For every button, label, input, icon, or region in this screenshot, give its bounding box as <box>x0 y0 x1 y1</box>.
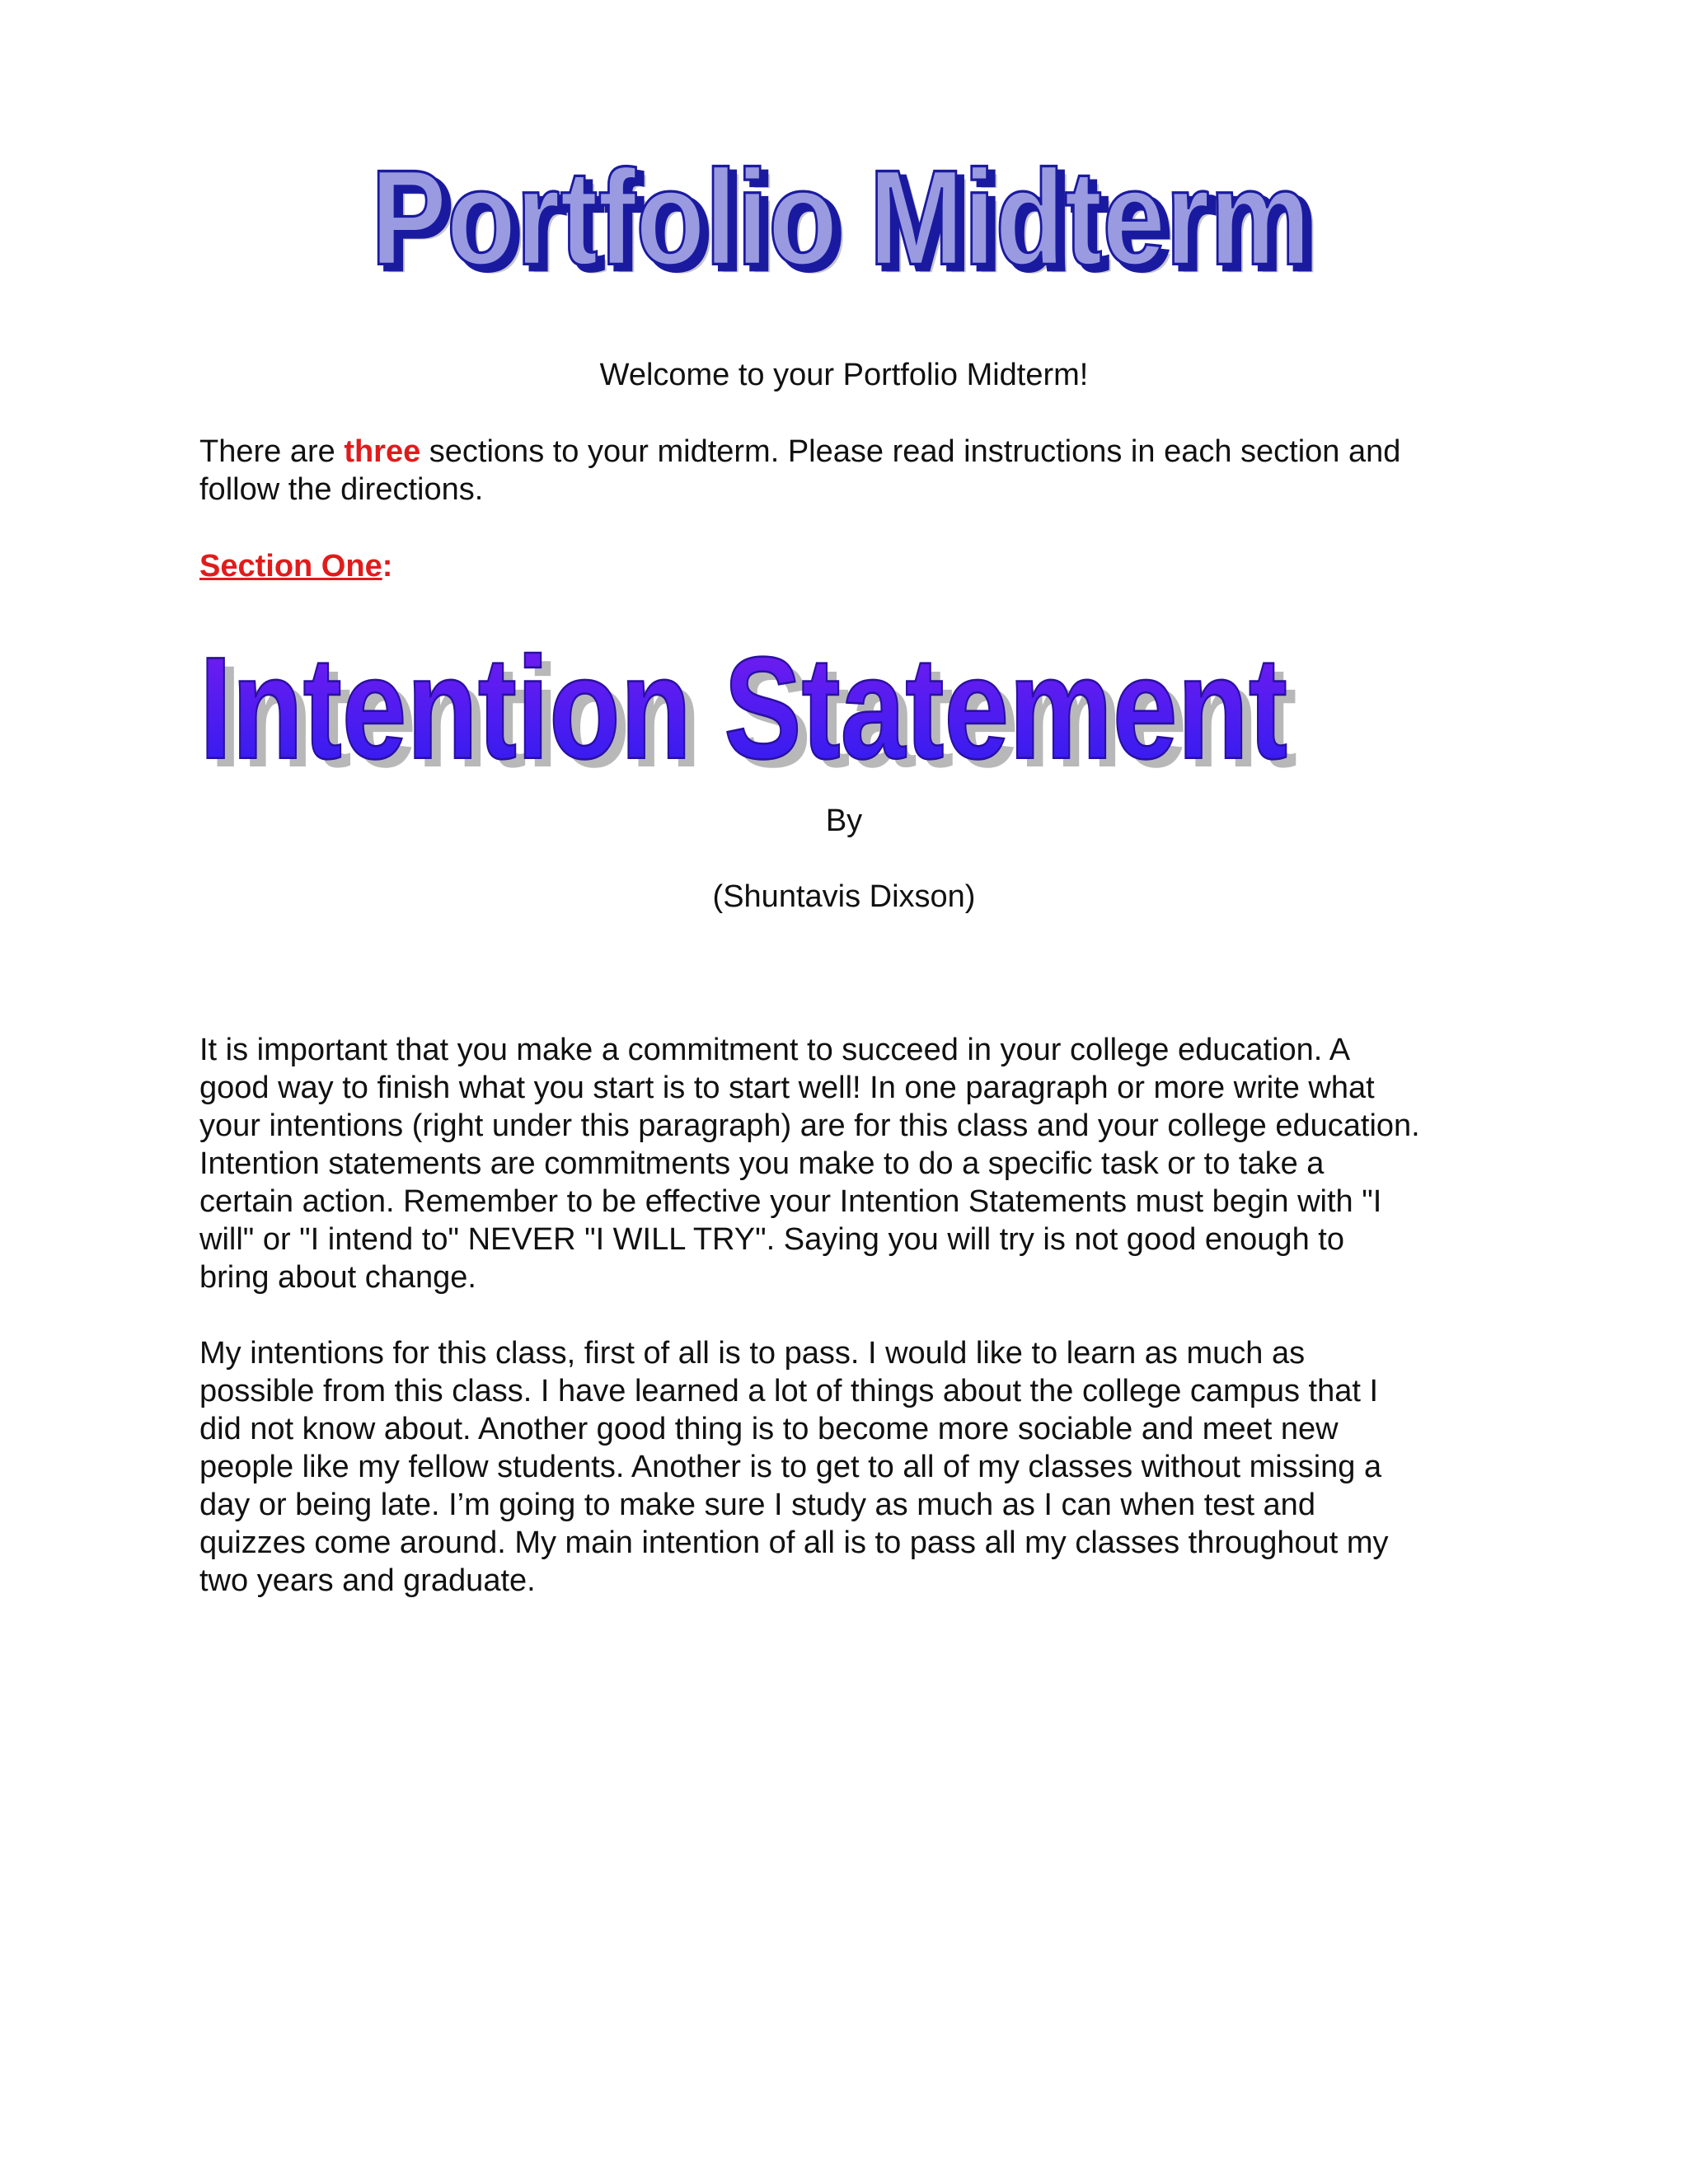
section-one-heading <box>199 547 392 585</box>
instructions-line: certain action. Remember to be effective your Intention Statements must begin with "I <box>199 1184 1382 1219</box>
sections-intro-suffix: sections to your midterm. Please read instructions in each section and <box>420 434 1401 469</box>
by-label: By <box>825 804 863 838</box>
response-line: possible from this class. I have learned a lot of things about the college campus that I <box>199 1374 1379 1408</box>
intention-wordart-shadow: Intention Statement <box>209 635 1297 780</box>
response-line: two years and graduate. <box>199 1563 536 1598</box>
response-line: did not know about. Another good thing is to become more sociable and meet new <box>199 1412 1339 1446</box>
instructions-line: good way to finish what you start is to start well! In one paragraph or more write what <box>199 1071 1375 1105</box>
sections-intro-line2: follow the directions. <box>199 472 484 507</box>
instructions-line: will" or "I intend to" NEVER "I WILL TRY". Saying you will try is not good enough to <box>199 1222 1344 1257</box>
response-line: day or being late. I’m going to make sure I study as much as I can when test and <box>199 1488 1315 1522</box>
intention-statement-wordart <box>198 615 1302 784</box>
response-line: My intentions for this class, first of all is to pass. I would like to learn as much as <box>199 1336 1306 1371</box>
sections-intro-line1 <box>199 433 1400 471</box>
author-name: (Shuntavis Dixson) <box>712 879 976 914</box>
intention-wordart-text: Intention Statement <box>199 626 1287 780</box>
title-wordart-text: Portfolio Midterm <box>371 141 1311 293</box>
instructions-line: Intention statements are commitments you make to do a specific task or to take a <box>199 1146 1325 1181</box>
instructions-line: It is important that you make a commitment to succeed in your college education. A <box>199 1033 1351 1067</box>
response-line: quizzes come around. My main intention of all is to pass all my classes throughout my <box>199 1526 1389 1560</box>
instructions-line: your intentions (right under this paragraph) are for this class and your college education. <box>199 1108 1420 1143</box>
welcome-text: Welcome to your Portfolio Midterm! <box>599 358 1089 392</box>
instructions-line: bring about change. <box>199 1260 476 1295</box>
sections-intro-prefix: There are <box>199 434 345 469</box>
sections-count-word: three <box>344 434 421 469</box>
section-one-colon: : <box>382 549 393 583</box>
section-one-label: Section One <box>199 549 382 583</box>
title-wordart <box>369 130 1325 299</box>
title-wordart-shadow: Portfolio Midterm <box>381 149 1320 295</box>
response-line: people like my fellow students. Another is to get to all of my classes without missing a <box>199 1450 1382 1484</box>
instructions-paragraph <box>199 1031 1502 1296</box>
title-wordart-depth: Portfolio Midterm <box>377 147 1317 295</box>
intention-response-paragraph <box>199 1334 1502 1600</box>
